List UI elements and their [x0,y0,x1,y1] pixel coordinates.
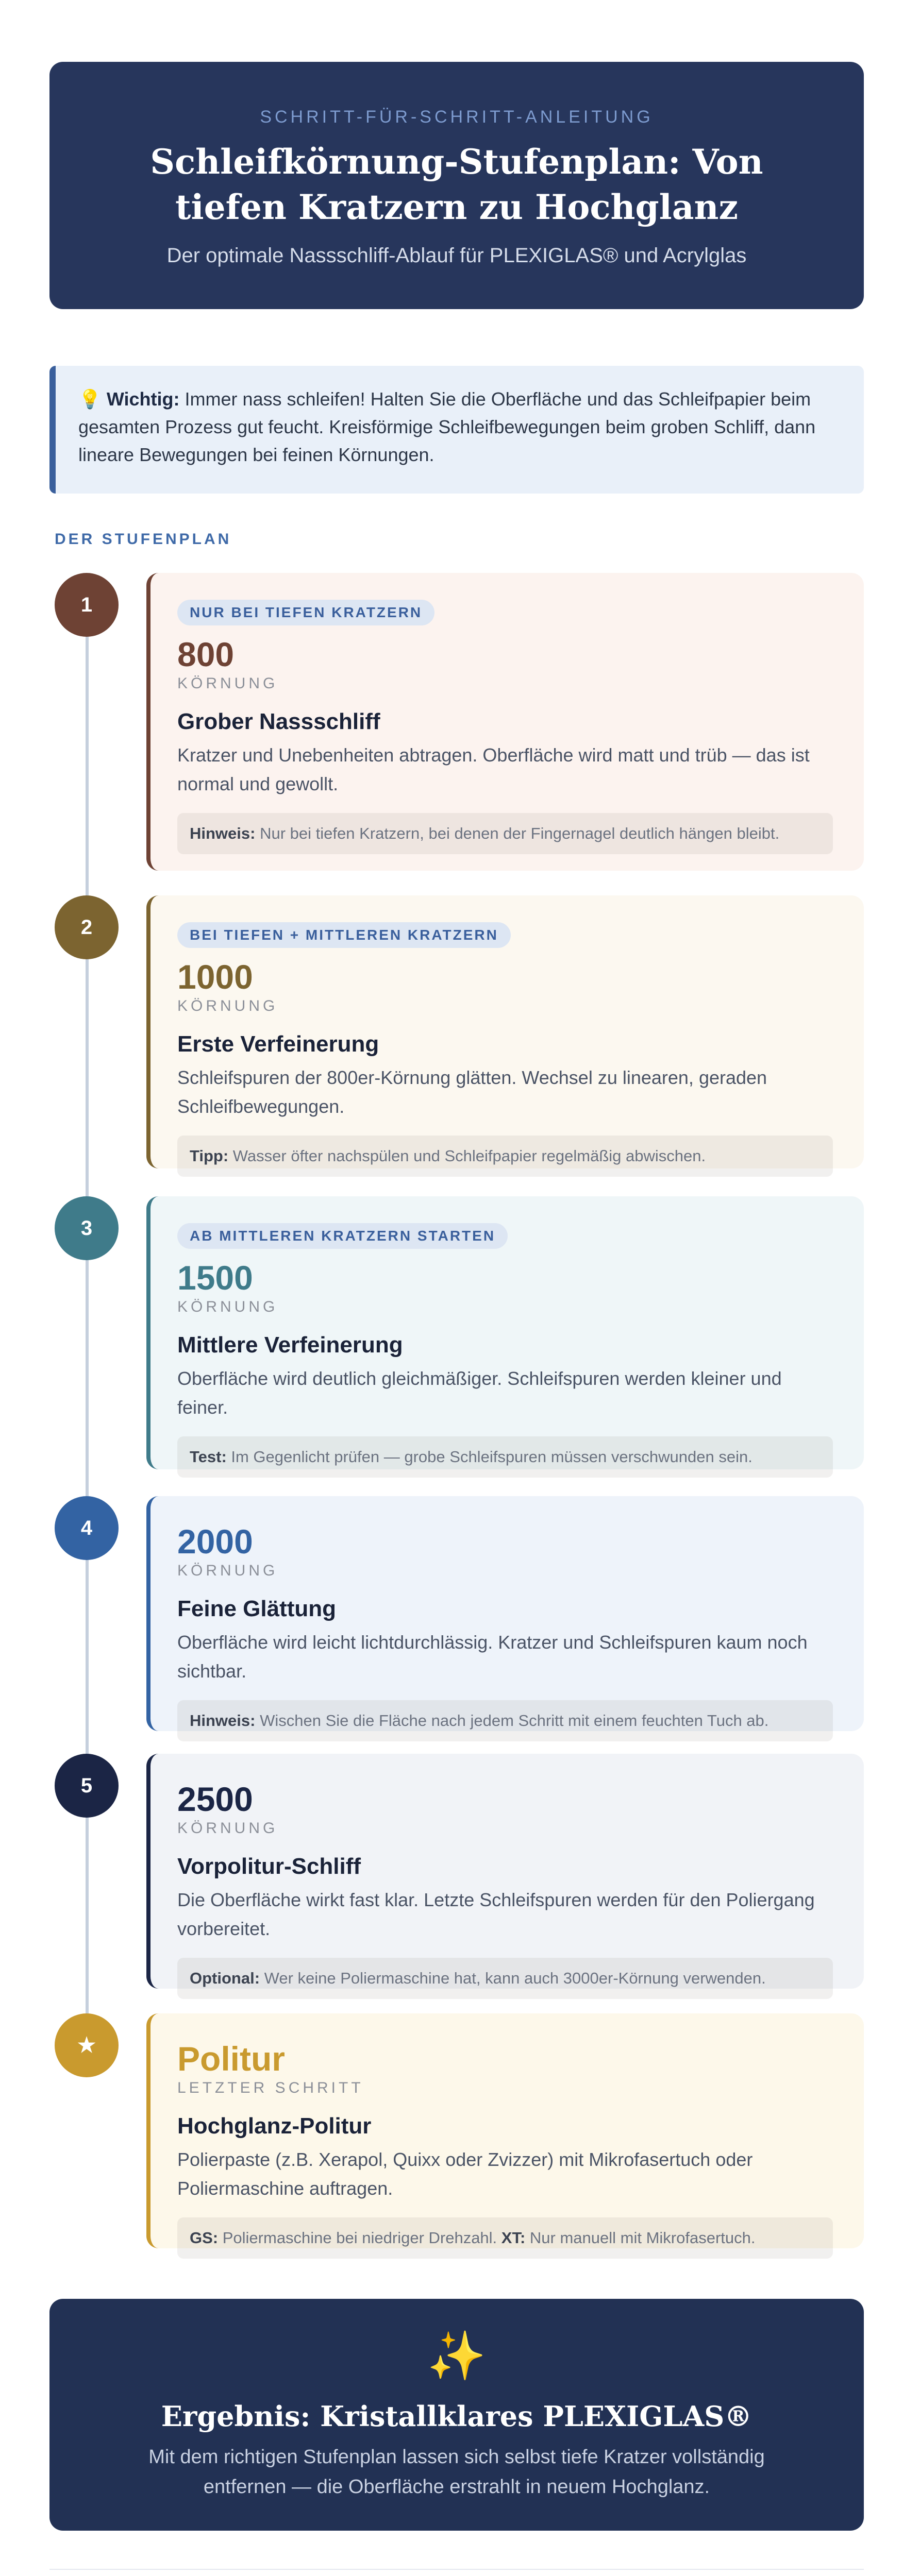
step-5-circle: 5 [55,1754,119,1818]
step-3-circle: 3 [55,1196,119,1260]
step-title: Erste Verfeinerung [177,1031,379,1057]
grit-label: KÖRNUNG [177,1298,278,1315]
step-hint [177,1958,833,1999]
step-card-politur [146,2013,864,2248]
grit-label: KÖRNUNG [177,1820,278,1837]
timeline-line [86,629,89,2071]
step-tag: BEI TIEFEN + MITTLEREN KRATZERN [177,922,511,948]
header-eyebrow: SCHRITT-FÜR-SCHRITT-ANLEITUNG [260,107,654,127]
step-final-star-icon: ★ [55,2013,119,2077]
hint-text-2: Nur manuell mit Mikrofasertuch. [525,2229,756,2247]
result-text: Mit dem richtigen Stufenplan lassen sich selbst tiefe Kratzer vollständig entfernen — die Oberfläche erstrahlt in neuem Hochglanz. [148,2446,765,2498]
step-hint [177,1136,833,1177]
step-hint [177,1436,833,1478]
grit-label: KÖRNUNG [177,997,278,1014]
step-title: Mittlere Verfeinerung [177,1332,403,1358]
hint-text: Wischen Sie die Fläche nach jedem Schritt mit einem feuchten Tuch ab. [255,1711,769,1730]
hint-label: Hinweis: [190,824,256,842]
hint-label: Tipp: [190,1147,229,1165]
result-title: Ergebnis: Kristallklares PLEXIGLAS® [161,2400,752,2433]
step-title: Grober Nassschliff [177,709,380,734]
important-note [49,366,864,494]
step-hint [177,2217,833,2259]
hint-label-2: XT: [501,2229,526,2247]
grit-value: Politur [177,2040,285,2078]
step-description: Kratzer und Unebenheiten abtragen. Oberfläche wird matt und trüb — das ist normal und gewollt. [177,744,810,794]
lightbulb-icon: 💡 [78,388,102,410]
step-card-800 [146,573,864,871]
grit-value: 2500 [177,1780,253,1818]
hint-text: Nur bei tiefen Kratzern, bei denen der Fingernagel deutlich hängen bleibt. [255,824,780,842]
header-banner [49,62,864,309]
step-4-circle: 4 [55,1496,119,1560]
step-description: Schleifspuren der 800er-Körnung glätten. Wechsel zu linearen, geraden Schleifbewegungen. [177,1067,767,1117]
step-1-circle: 1 [55,573,119,637]
step-hint [177,813,833,854]
grit-label: KÖRNUNG [177,675,278,692]
step-card-1000 [146,895,864,1168]
note-label: Wichtig: [106,388,180,410]
step-description: Die Oberfläche wirkt fast klar. Letzte Schleifspuren werden für den Poliergang vorbereitet. [177,1889,815,1939]
step-card-1500 [146,1196,864,1469]
sparkles-icon: ✨ [427,2330,487,2382]
step-title: Feine Glättung [177,1596,336,1621]
plan-section-title: DER STUFENPLAN [55,531,232,548]
step-card-2000 [146,1496,864,1731]
step-title: Hochglanz-Politur [177,2113,372,2139]
step-hint [177,1700,833,1741]
hint-label: Test: [190,1448,227,1466]
grit-value: 1000 [177,958,253,996]
page-subtitle: Der optimale Nassschliff-Ablauf für PLEXIGLAS® und Acrylglas [166,244,747,267]
step-tag: NUR BEI TIEFEN KRATZERN [177,600,434,625]
grit-label: LETZTER SCHRITT [177,2079,364,2096]
hint-label: Hinweis: [190,1711,256,1730]
step-description: Oberfläche wird leicht lichtdurchlässig. Kratzer und Schleifspuren kaum noch sichtbar. [177,1632,808,1682]
hint-label: GS: [190,2229,219,2247]
step-description: Polierpaste (z.B. Xerapol, Quixx oder Zvizzer) mit Mikrofasertuch oder Poliermaschine auftragen. [177,2149,753,2199]
hint-text: Poliermaschine bei niedriger Drehzahl. [218,2229,501,2247]
hint-text: Wasser öfter nachspülen und Schleifpapier regelmäßig abwischen. [228,1147,706,1165]
step-card-2500 [146,1754,864,1989]
grit-label: KÖRNUNG [177,1562,278,1579]
grit-value: 1500 [177,1259,253,1297]
hint-label: Optional: [190,1969,260,1987]
step-description: Oberfläche wird deutlich gleichmäßiger. Schleifspuren werden kleiner und feiner. [177,1368,782,1418]
note-text: Immer nass schleifen! Halten Sie die Oberfläche und das Schleifpapier beim gesamten Prozess gut feucht. Kreisförmige Schleifbewegungen beim groben Schliff, dann lineare Bewegungen bei feinen Körnungen. [78,388,816,465]
grit-value: 2000 [177,1522,253,1561]
step-2-circle: 2 [55,895,119,959]
page-title: Schleifkörnung-Stufenplan: Von tiefen Kratzern zu Hochglanz [150,142,763,227]
hint-text: Im Gegenlicht prüfen — grobe Schleifspuren müssen verschwunden sein. [226,1448,752,1466]
hint-text: Wer keine Poliermaschine hat, kann auch 3000er-Körnung verwenden. [260,1969,766,1987]
grit-value: 800 [177,635,235,673]
step-tag: AB MITTLEREN KRATZERN STARTEN [177,1223,508,1249]
result-banner [49,2299,864,2531]
step-title: Vorpolitur-Schliff [177,1854,361,1879]
divider [49,2569,864,2570]
